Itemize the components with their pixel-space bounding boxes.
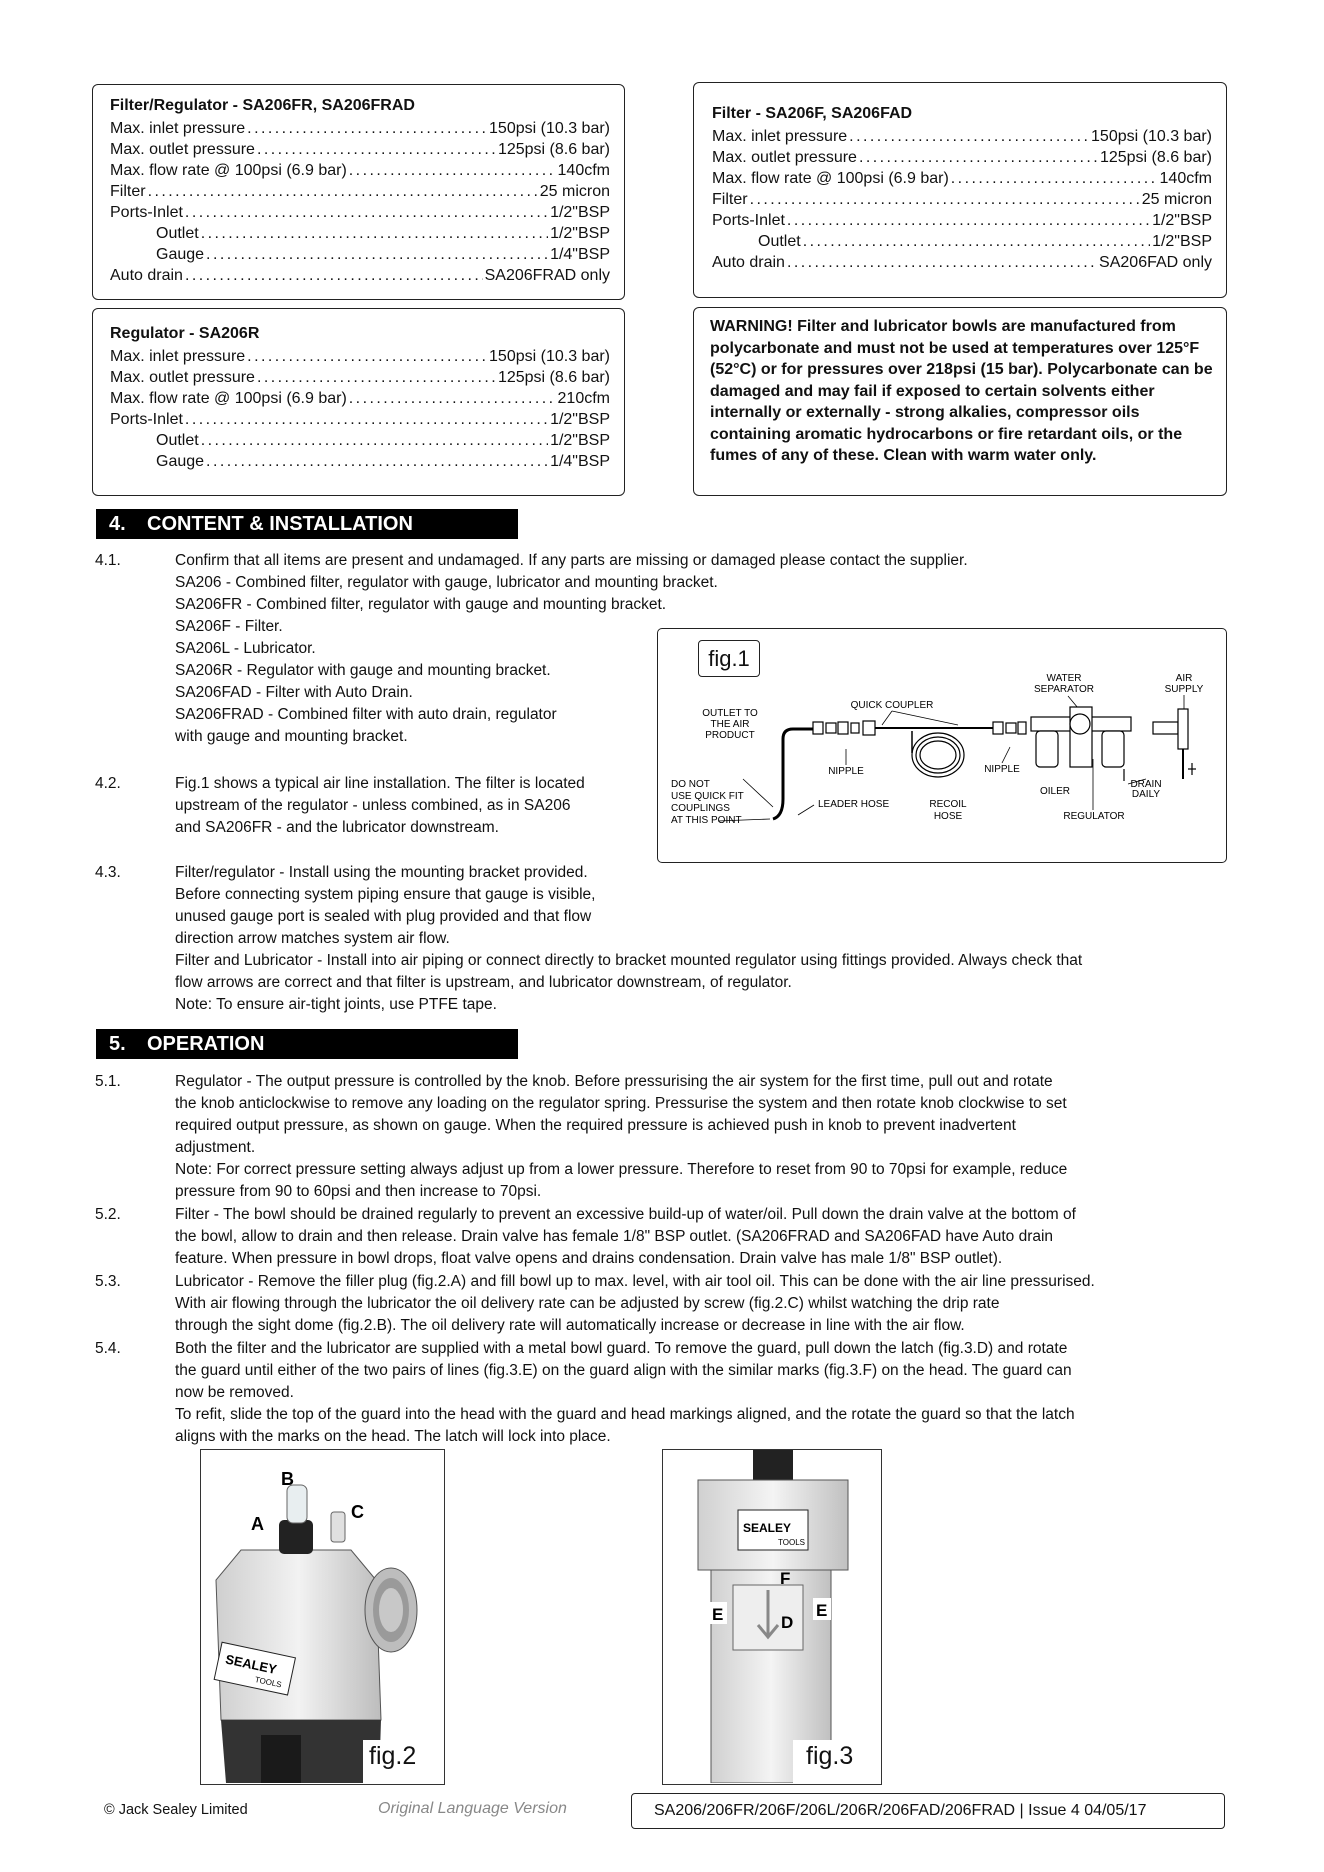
- text-line: with gauge and mounting bracket.: [175, 728, 408, 745]
- text-line: Before connecting system piping ensure that gauge is visible,: [175, 886, 596, 903]
- leader-dots: [201, 430, 548, 451]
- para-number: 4.2.: [95, 775, 121, 792]
- spec-label: Max. outlet pressure: [110, 369, 255, 386]
- text-line: SA206F - Filter.: [175, 618, 283, 635]
- model-issue-box: SA206/206FR/206F/206L/206R/206FAD/206FRAD | Issue 4 04/05/17: [631, 1793, 1225, 1829]
- text-line: required output pressure, as shown on gauge. When the required pressure is achieved push in knob to prevent inadvertent: [175, 1117, 1016, 1134]
- leader-dots: [185, 202, 548, 223]
- model-numbers: SA206/206FR/206F/206L/206R/206FAD/206FRAD: [654, 1802, 1016, 1819]
- spec-row: [110, 244, 610, 265]
- spec-row: [110, 181, 610, 202]
- spec-row: [712, 189, 1212, 210]
- section-number: 5.: [109, 1033, 126, 1055]
- spec-label: Ports-Inlet: [712, 212, 785, 229]
- callout-air-supply: AIR SUPPLY: [1164, 673, 1204, 695]
- spec-value: 1/2"BSP: [550, 204, 610, 221]
- svg-text:TOOLS: TOOLS: [254, 1675, 283, 1690]
- spec-value: 1/2"BSP: [550, 225, 610, 242]
- operation-para: [175, 1071, 1067, 1203]
- svg-text:SEALEY: SEALEY: [743, 1521, 792, 1535]
- spec-label: Max. inlet pressure: [110, 348, 246, 365]
- spec-value: 1/2"BSP: [1152, 233, 1212, 250]
- text-line: Note: To ensure air-tight joints, use PTFE tape.: [175, 996, 497, 1013]
- spec-label: Max. flow rate @ 100psi (6.9 bar): [110, 162, 347, 179]
- spec-box-filter-regulator: [92, 84, 625, 300]
- spec-label: Max. inlet pressure: [110, 120, 246, 137]
- spec-row: [110, 223, 610, 244]
- operation-para: [175, 1338, 1075, 1448]
- section-title: OPERATION: [147, 1033, 265, 1055]
- spec-value: 150psi (10.3 bar): [489, 120, 610, 137]
- spec-label: Filter: [110, 183, 146, 200]
- para-number: 5.3.: [95, 1273, 121, 1290]
- section-number: 4.: [109, 513, 126, 535]
- spec-label: Gauge: [156, 453, 205, 470]
- spec-value: 25 micron: [1141, 191, 1212, 208]
- label-e-left: E: [712, 1605, 724, 1624]
- issue-date: Issue 4 04/05/17: [1028, 1802, 1147, 1819]
- text-line: SA206L - Lubricator.: [175, 640, 316, 657]
- spec-value: 150psi (10.3 bar): [1091, 128, 1212, 145]
- label-d: D: [781, 1613, 794, 1632]
- callout-drain-daily: DRAIN DAILY: [1130, 779, 1162, 800]
- spec-value: 140cfm: [1159, 170, 1212, 187]
- spec-row: [712, 126, 1212, 147]
- spec-row: [110, 346, 610, 367]
- leader-dots: [247, 346, 487, 367]
- leader-dots: [849, 126, 1089, 147]
- spec-box-regulator: [92, 308, 625, 496]
- spec-value: 150psi (10.3 bar): [489, 348, 610, 365]
- spec-label: Outlet: [758, 233, 801, 250]
- spec-label: Auto drain: [110, 267, 183, 284]
- callout-recoil-hose: RECOIL HOSE: [929, 799, 967, 822]
- lubricator-illustration: [201, 1450, 443, 1783]
- text-line: flow arrows are correct and that filter is upstream, and lubricator downstream, of regulator.: [175, 974, 792, 991]
- text-line: now be removed.: [175, 1384, 294, 1401]
- text-line: SA206R - Regulator with gauge and mounting bracket.: [175, 662, 551, 679]
- text-line: and SA206FR - and the lubricator downstream.: [175, 819, 499, 836]
- callout-oiler: OILER: [1039, 786, 1071, 797]
- callout-nipple-right: NIPPLE: [984, 764, 1020, 775]
- spec-box-filter: [693, 82, 1227, 298]
- svg-text:TOOLS: TOOLS: [778, 1538, 805, 1547]
- spec-value: SA206FRAD only: [484, 267, 610, 284]
- air-line-diagram: [658, 629, 1224, 860]
- fig2-label: fig.2: [369, 1742, 417, 1770]
- text-line: To refit, slide the top of the guard into the head with the guard and head markings aligned, and the rotate the guard so that the latch: [175, 1406, 1075, 1423]
- leader-dots: [247, 118, 487, 139]
- spec-row: [712, 147, 1212, 168]
- spec-value: 1/2"BSP: [550, 432, 610, 449]
- leader-dots: [206, 451, 548, 472]
- spec-label: Max. inlet pressure: [712, 128, 848, 145]
- fig2-photo: [200, 1449, 445, 1785]
- text-line: direction arrow matches system air flow.: [175, 930, 450, 947]
- spec-row: [110, 409, 610, 430]
- text-line: aligns with the marks on the head. The latch will lock into place.: [175, 1428, 611, 1445]
- leader-dots: [148, 181, 538, 202]
- text-line: adjustment.: [175, 1139, 256, 1156]
- fig3-label: fig.3: [806, 1742, 854, 1770]
- spec-value: 1/4"BSP: [550, 246, 610, 263]
- spec-row: [712, 210, 1212, 231]
- label-c: C: [351, 1502, 364, 1522]
- spec-row: [712, 231, 1212, 252]
- warning-box: [693, 307, 1227, 496]
- language-version: Original Language Version: [378, 1800, 567, 1817]
- spec-row: [110, 388, 610, 409]
- svg-text:SEALEY: SEALEY: [224, 1651, 279, 1677]
- leader-dots: [201, 223, 548, 244]
- leader-dots: [257, 139, 496, 160]
- spec-row: [110, 265, 610, 286]
- text-line: Filter - The bowl should be drained regularly to prevent an excessive build-up of water/oil. Pull down the drain valve at the bottom of: [175, 1206, 1076, 1223]
- text-line: through the sight dome (fig.2.B). The oil delivery rate will automatically increase or decrease in line with the air flow.: [175, 1317, 965, 1334]
- spec-value: 125psi (8.6 bar): [1099, 149, 1212, 166]
- callout-leader-hose: LEADER HOSE: [818, 799, 890, 810]
- text-line: the knob anticlockwise to remove any loading on the regulator spring. Pressurise the system and then rotate knob clockwise to set: [175, 1095, 1067, 1112]
- leader-dots: [257, 367, 496, 388]
- spec-title: Filter - SA206F, SA206FAD: [712, 105, 913, 122]
- leader-dots: [951, 168, 1158, 189]
- para-4-3: [175, 862, 1082, 1016]
- leader-dots: [787, 210, 1150, 231]
- text-line: feature. When pressure in bowl drops, float valve opens and drains condensation. Drain valve has male 1/8" BSP outlet).: [175, 1250, 1003, 1267]
- spec-row: [110, 202, 610, 223]
- leader-dots: [750, 189, 1140, 210]
- spec-label: Outlet: [156, 225, 199, 242]
- text-line: SA206FRAD - Combined filter with auto drain, regulator: [175, 706, 557, 723]
- spec-label: Outlet: [156, 432, 199, 449]
- para-4-2: [175, 773, 585, 839]
- spec-row: [110, 160, 610, 181]
- callout-do-not: DO NOT USE QUICK FIT COUPLINGS AT THIS POINT: [671, 779, 744, 826]
- text-line: SA206 - Combined filter, regulator with gauge, lubricator and mounting bracket.: [175, 574, 718, 591]
- spec-value: 125psi (8.6 bar): [497, 369, 610, 386]
- callout-quick-coupler: QUICK COUPLER: [850, 700, 934, 711]
- text-line: pressure from 90 to 60psi and then increase to 70psi.: [175, 1183, 542, 1200]
- spec-value: 210cfm: [557, 390, 610, 407]
- operation-para: [175, 1204, 1076, 1270]
- spec-label: Max. outlet pressure: [110, 141, 255, 158]
- leader-dots: [349, 388, 556, 409]
- text-line: Both the filter and the lubricator are supplied with a metal bowl guard. To remove the guard, pull down the latch (fig.3.D) and rotate: [175, 1340, 1068, 1357]
- spec-label: Ports-Inlet: [110, 204, 183, 221]
- spec-label: Auto drain: [712, 254, 785, 271]
- para-number: 5.1.: [95, 1073, 121, 1090]
- leader-dots: [349, 160, 556, 181]
- spec-row: [110, 367, 610, 388]
- para-number: 5.4.: [95, 1340, 121, 1357]
- spec-row: [110, 118, 610, 139]
- text-line: Lubricator - Remove the filler plug (fig.2.A) and fill bowl up to max. level, with air tool oil. This can be done with the air line pressurised.: [175, 1273, 1095, 1290]
- spec-value: 125psi (8.6 bar): [497, 141, 610, 158]
- label-a: A: [251, 1514, 264, 1534]
- spec-value: 1/4"BSP: [550, 453, 610, 470]
- callout-regulator: REGULATOR: [1063, 811, 1125, 822]
- text-line: the guard until either of the two pairs of lines (fig.3.E) on the guard align with the similar marks (fig.3.F) on the head. The guard can: [175, 1362, 1072, 1379]
- spec-label: Max. flow rate @ 100psi (6.9 bar): [712, 170, 949, 187]
- spec-value: 1/2"BSP: [550, 411, 610, 428]
- text-line: SA206FAD - Filter with Auto Drain.: [175, 684, 413, 701]
- text-line: With air flowing through the lubricator the oil delivery rate can be adjusted by screw (fig.2.C) whilst watching the drip rate: [175, 1295, 1000, 1312]
- label-f: F: [780, 1569, 791, 1588]
- text-line: unused gauge port is sealed with plug provided and that flow: [175, 908, 592, 925]
- leader-dots: [185, 265, 483, 286]
- section-title: CONTENT & INSTALLATION: [147, 513, 413, 535]
- text-line: the bowl, allow to drain and then release. Drain valve has female 1/8" BSP outlet. (SA206FRAD and SA206FAD have Auto drain: [175, 1228, 1054, 1245]
- leader-dots: [206, 244, 548, 265]
- text-line: SA206FR - Combined filter, regulator with gauge and mounting bracket.: [175, 596, 667, 613]
- warning-text: WARNING! Filter and lubricator bowls are manufactured from polycarbonate and must not be used at temperatures over 125°F (52°C) or for pressures over 218psi (15 bar). Polycarbonate can be damaged and may fail if exposed to certain solvents either internally or externally - strong alkalies, compressor oils containing aromatic hydrocarbons or fire retardant oils, or the fumes of any of these. Clean with warm water only.: [710, 318, 1213, 464]
- callout-nipple-left: NIPPLE: [828, 766, 864, 777]
- spec-title: Regulator - SA206R: [110, 325, 260, 342]
- leader-dots: [787, 252, 1097, 273]
- operation-para: [175, 1271, 1095, 1337]
- label-e-right: E: [816, 1601, 828, 1620]
- label-b: B: [281, 1469, 294, 1489]
- spec-row: [712, 252, 1212, 273]
- fig1-label: fig.1: [698, 640, 760, 677]
- callout-water-separator: WATER SEPARATOR: [1033, 673, 1095, 695]
- text-line: Confirm that all items are present and undamaged. If any parts are missing or damaged please contact the supplier.: [175, 552, 968, 569]
- spec-value: 25 micron: [539, 183, 610, 200]
- copyright: © Jack Sealey Limited: [104, 1802, 248, 1818]
- fig3-photo: [662, 1449, 882, 1785]
- section-heading-4: [96, 509, 518, 539]
- spec-label: Filter: [712, 191, 748, 208]
- text-line: Regulator - The output pressure is controlled by the knob. Before pressurising the air system for the first time, pull out and rotate: [175, 1073, 1053, 1090]
- callout-outlet: OUTLET TO THE AIR PRODUCT: [702, 708, 758, 741]
- para-number: 5.2.: [95, 1206, 121, 1223]
- spec-label: Max. outlet pressure: [712, 149, 857, 166]
- fig1-panel: [657, 628, 1227, 863]
- spec-row: [110, 139, 610, 160]
- leader-dots: [185, 409, 548, 430]
- spec-label: Ports-Inlet: [110, 411, 183, 428]
- leader-dots: [859, 147, 1098, 168]
- text-line: Fig.1 shows a typical air line installation. The filter is located: [175, 775, 585, 792]
- spec-row: [110, 430, 610, 451]
- spec-value: 140cfm: [557, 162, 610, 179]
- para-number: 4.1.: [95, 552, 121, 569]
- spec-label: Max. flow rate @ 100psi (6.9 bar): [110, 390, 347, 407]
- text-line: upstream of the regulator - unless combined, as in SA206: [175, 797, 571, 814]
- text-line: Filter and Lubricator - Install into air piping or connect directly to bracket mounted regulator using fittings provided. Always check that: [175, 952, 1083, 969]
- spec-row: [712, 168, 1212, 189]
- filter-bowl-illustration: [663, 1450, 880, 1783]
- spec-row: [110, 451, 610, 472]
- spec-title: Filter/Regulator - SA206FR, SA206FRAD: [110, 97, 415, 114]
- spec-label: Gauge: [156, 246, 205, 263]
- para-number: 4.3.: [95, 864, 121, 881]
- spec-value: 1/2"BSP: [1152, 212, 1212, 229]
- text-line: Note: For correct pressure setting always adjust up from a lower pressure. Therefore to reset from 90 to 70psi for example, reduce: [175, 1161, 1068, 1178]
- spec-value: SA206FAD only: [1099, 254, 1212, 271]
- section-heading-5: [96, 1029, 518, 1059]
- text-line: Filter/regulator - Install using the mounting bracket provided.: [175, 864, 588, 881]
- leader-dots: [803, 231, 1150, 252]
